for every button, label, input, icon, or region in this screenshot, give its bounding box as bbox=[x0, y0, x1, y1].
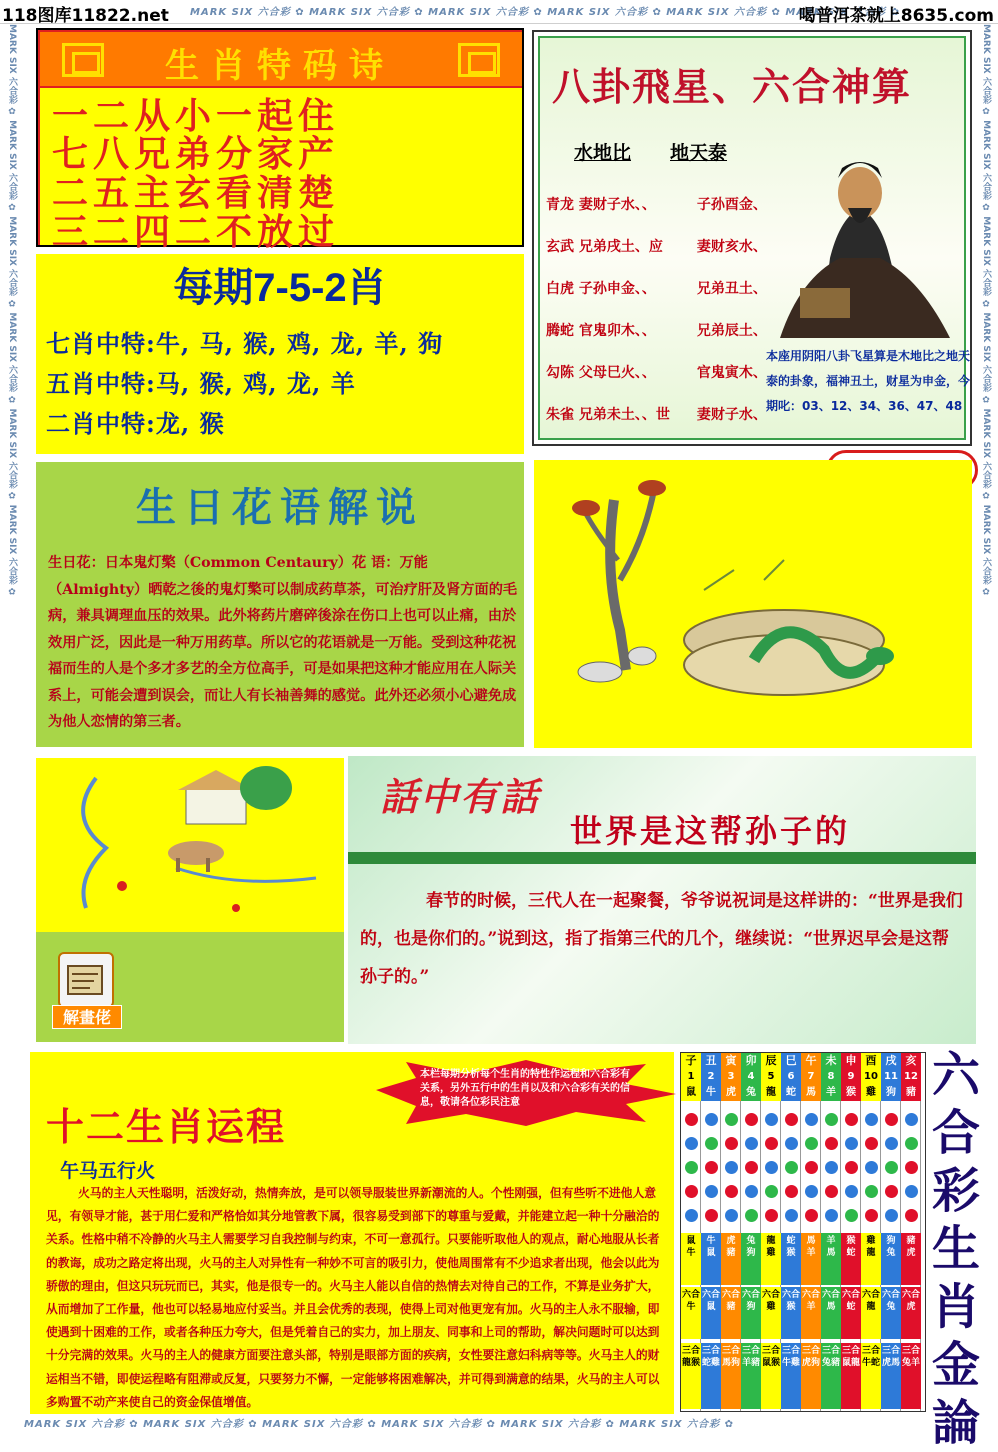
zodiac-pair: 羊 馬 bbox=[821, 1233, 841, 1285]
bagua-row bbox=[546, 362, 767, 382]
bagua-row-left: 兄弟戌土、应 bbox=[578, 239, 663, 255]
zodiac-animal: 鼠 bbox=[681, 1085, 701, 1101]
zodiac-pair: 虎 豬 bbox=[721, 1233, 741, 1285]
scroll-glyph bbox=[60, 954, 112, 1006]
zodiac-ball bbox=[701, 1209, 721, 1225]
bagua-row-left: 妻财子水、、 bbox=[578, 197, 656, 213]
words-divider bbox=[348, 852, 976, 864]
zodiac-ball bbox=[781, 1209, 801, 1225]
bagua-panel bbox=[532, 30, 972, 446]
zodiac-sanhe: 三合龍猴 bbox=[681, 1343, 701, 1409]
zodiac-ball bbox=[881, 1209, 901, 1225]
period-title: 每期7-5-2肖 bbox=[173, 266, 387, 310]
zodiac-liuhe: 六合猴 bbox=[781, 1287, 801, 1339]
vertical-title bbox=[928, 1046, 984, 1452]
zodiac-number: 3 bbox=[721, 1069, 741, 1085]
zodiac-ball bbox=[801, 1209, 821, 1225]
rebus-label: 解畫佬 bbox=[52, 1005, 122, 1029]
zodiac-animal: 蛇 bbox=[781, 1085, 801, 1101]
zodiac-ball bbox=[821, 1209, 841, 1225]
zodiac-ball bbox=[801, 1185, 821, 1201]
zodiac-pair: 雞 龍 bbox=[861, 1233, 881, 1285]
zodiac-column bbox=[681, 1053, 701, 1411]
zodiac-ball bbox=[781, 1113, 801, 1129]
zodiac-liuhe: 六合羊 bbox=[801, 1287, 821, 1339]
zodiac-ball bbox=[721, 1161, 741, 1177]
zodiac-ball bbox=[821, 1113, 841, 1129]
zodiac-animal: 牛 bbox=[701, 1085, 721, 1101]
bagua-row bbox=[546, 278, 767, 298]
zodiac-pair: 狗 兔 bbox=[881, 1233, 901, 1285]
poem-line: 一二从小一起住 bbox=[52, 95, 340, 137]
bagua-row bbox=[546, 194, 767, 214]
right-strip: MARK SIX 六合彩 ✿ MARK SIX 六合彩 ✿ MARK SIX 六合彩 ✿ MARK SIX 六合彩 ✿ MARK SIX 六合彩 ✿ MARK SIX 六合彩 ✿ bbox=[981, 24, 991, 598]
zodiac-ball bbox=[761, 1209, 781, 1225]
bagua-sub-left: 水地比 bbox=[574, 142, 632, 164]
rebus-illustration bbox=[36, 758, 344, 932]
poem-header bbox=[40, 32, 522, 86]
vertical-title-char: 合 bbox=[931, 1105, 980, 1161]
poem-panel bbox=[36, 28, 524, 253]
zodiac-sanhe: 三合羊豬 bbox=[741, 1343, 761, 1409]
frame-icon bbox=[62, 43, 104, 77]
period-line: 七肖中特:牛, 马, 猴, 鸡, 龙, 羊, 狗 bbox=[46, 329, 444, 358]
zodiac-column bbox=[841, 1053, 861, 1411]
zodiac-ball bbox=[901, 1137, 921, 1153]
zodiac-ball bbox=[701, 1161, 721, 1177]
zodiac-branch: 辰 bbox=[761, 1053, 781, 1069]
zodiac-animal: 虎 bbox=[721, 1085, 741, 1101]
zodiac-branch: 未 bbox=[821, 1053, 841, 1069]
bagua-row-right: 兄弟丑土、 bbox=[696, 281, 767, 297]
zodiac-column bbox=[861, 1053, 881, 1411]
zodiac-sanhe: 三合兔羊 bbox=[901, 1343, 921, 1409]
bagua-row bbox=[546, 404, 767, 424]
zodiac-number: 8 bbox=[821, 1069, 841, 1085]
zodiac-ball bbox=[841, 1137, 861, 1153]
fortune-title: 十二生肖运程 bbox=[46, 1104, 287, 1149]
poem-line: 三二四二不放过 bbox=[52, 211, 340, 253]
vertical-title-char: 六 bbox=[931, 1047, 980, 1103]
zodiac-ball bbox=[901, 1209, 921, 1225]
zodiac-ball bbox=[841, 1161, 861, 1177]
zodiac-pair: 馬 羊 bbox=[801, 1233, 821, 1285]
fortune-subtitle: 午马五行火 bbox=[60, 1160, 156, 1182]
zodiac-number: 10 bbox=[861, 1069, 881, 1085]
zodiac-animal: 兔 bbox=[741, 1085, 761, 1101]
zodiac-liuhe: 六合雞 bbox=[761, 1287, 781, 1339]
zodiac-branch: 申 bbox=[841, 1053, 861, 1069]
top-bar bbox=[0, 0, 998, 24]
zodiac-pair: 牛 鼠 bbox=[701, 1233, 721, 1285]
zodiac-sanhe: 三合鼠龍 bbox=[841, 1343, 861, 1409]
zodiac-ball bbox=[861, 1137, 881, 1153]
zodiac-number: 4 bbox=[741, 1069, 761, 1085]
zodiac-table bbox=[680, 1052, 926, 1412]
zodiac-column bbox=[901, 1053, 921, 1411]
zodiac-ball bbox=[861, 1209, 881, 1225]
zodiac-ball bbox=[881, 1137, 901, 1153]
bagua-row-name: 腾蛇 bbox=[546, 323, 574, 339]
site-link-left[interactable]: 118图库11822.net bbox=[2, 6, 169, 26]
zodiac-branch: 戌 bbox=[881, 1053, 901, 1069]
zodiac-ball bbox=[701, 1137, 721, 1153]
zodiac-sanhe: 三合蛇雞 bbox=[701, 1343, 721, 1409]
zodiac-ball bbox=[701, 1185, 721, 1201]
zodiac-ball bbox=[801, 1137, 821, 1153]
field-cow-drawing bbox=[36, 758, 344, 932]
bagua-row-name: 白虎 bbox=[546, 281, 574, 297]
zodiac-pair: 龍 雞 bbox=[761, 1233, 781, 1285]
zodiac-number: 11 bbox=[881, 1069, 901, 1085]
bagua-row-right: 子孙酉金、 bbox=[696, 197, 767, 213]
zodiac-number: 7 bbox=[801, 1069, 821, 1085]
zodiac-animal: 羊 bbox=[821, 1085, 841, 1101]
zodiac-ball bbox=[721, 1185, 741, 1201]
zodiac-liuhe: 六合牛 bbox=[681, 1287, 701, 1339]
zodiac-liuhe: 六合豬 bbox=[721, 1287, 741, 1339]
bagua-row-right: 兄弟辰土、 bbox=[696, 323, 767, 339]
zodiac-animal: 狗 bbox=[881, 1085, 901, 1101]
left-border bbox=[0, 24, 24, 1409]
zodiac-ball bbox=[841, 1185, 861, 1201]
zodiac-ball bbox=[741, 1185, 761, 1201]
poem-line: 七八兄弟分家产 bbox=[52, 133, 340, 175]
zodiac-branch: 酉 bbox=[861, 1053, 881, 1069]
zodiac-number: 6 bbox=[781, 1069, 801, 1085]
period-line: 二肖中特:龙, 猴 bbox=[46, 409, 225, 438]
zodiac-branch: 卯 bbox=[741, 1053, 761, 1069]
flower-panel bbox=[36, 462, 524, 747]
bagua-row-left: 兄弟未土、、世 bbox=[578, 407, 670, 423]
zodiac-number: 9 bbox=[841, 1069, 861, 1085]
zodiac-pair: 猴 蛇 bbox=[841, 1233, 861, 1285]
zodiac-ball bbox=[821, 1137, 841, 1153]
zodiac-ball bbox=[681, 1137, 701, 1153]
scroll-icon bbox=[58, 952, 114, 1008]
zodiac-ball bbox=[681, 1185, 701, 1201]
zodiac-ball bbox=[761, 1137, 781, 1153]
zodiac-number: 1 bbox=[681, 1069, 701, 1085]
flower-text: 生日花：日本鬼灯檠（Common Centaury）花 语：万能（Almighty）晒乾之後的鬼灯檠可以制成药草茶，可治疗肝及肾方面的毛病，兼具调理血压的效果。此外将药片磨碎後涂在伤口上也可以止痛，由於效用广泛，因此是一种万用药草。所以它的花语就是一万能。受到这种花祝福而生的人是个多才多艺的全方位高手，可是如果把这种才能应用在人际关系上，可能会遭到误会，而让人有长袖善舞的感觉。此外还必须小心避免成为他人恋情的第三者。 bbox=[48, 555, 518, 730]
zodiac-sanhe: 三合虎狗 bbox=[801, 1343, 821, 1409]
zodiac-ball bbox=[781, 1185, 801, 1201]
left-strip: MARK SIX 六合彩 ✿ MARK SIX 六合彩 ✿ MARK SIX 六合彩 ✿ MARK SIX 六合彩 ✿ MARK SIX 六合彩 ✿ MARK SIX 六合彩 ✿ bbox=[7, 24, 17, 598]
zodiac-ball bbox=[721, 1209, 741, 1225]
zodiac-sanhe: 三合虎馬 bbox=[881, 1343, 901, 1409]
site-link-right[interactable]: 喝普洱茶就上8635.com bbox=[798, 6, 994, 26]
zodiac-pair: 兔 狗 bbox=[741, 1233, 761, 1285]
bagua-row-name: 青龙 bbox=[546, 197, 574, 213]
zodiac-liuhe: 六合蛇 bbox=[841, 1287, 861, 1339]
vertical-title-char: 肖 bbox=[931, 1279, 980, 1335]
zodiac-branch: 亥 bbox=[901, 1053, 921, 1069]
zodiac-ball bbox=[841, 1209, 861, 1225]
zodiac-ball bbox=[901, 1161, 921, 1177]
zodiac-sanhe: 三合鼠猴 bbox=[761, 1343, 781, 1409]
words-logo: 話中有話 bbox=[380, 774, 541, 819]
zodiac-sanhe: 三合牛雞 bbox=[781, 1343, 801, 1409]
bagua-row-name: 玄武 bbox=[546, 239, 574, 255]
frame-icon bbox=[458, 43, 500, 77]
bagua-row bbox=[546, 236, 767, 256]
zodiac-column bbox=[881, 1053, 901, 1411]
zodiac-ball bbox=[681, 1161, 701, 1177]
bagua-inner bbox=[538, 36, 971, 440]
zodiac-ball bbox=[761, 1113, 781, 1129]
zodiac-liuhe: 六合虎 bbox=[901, 1287, 921, 1339]
bagua-note: 本座用阴阳八卦飞星算是木地比之地天泰的卦象，福神丑土，财星为申金，今期叱：03、12、34、36、47、48 bbox=[766, 349, 971, 413]
zodiac-ball bbox=[781, 1161, 801, 1177]
zodiac-ball bbox=[721, 1113, 741, 1129]
period-panel bbox=[36, 254, 524, 454]
top-strip: MARK SIX 六合彩 ✿ MARK SIX 六合彩 ✿ MARK SIX 六合彩 ✿ MARK SIX 六合彩 ✿ MARK SIX 六合彩 ✿ MARK SIX 六合彩 ✿ bbox=[190, 7, 900, 18]
zodiac-animal: 龍 bbox=[761, 1085, 781, 1101]
zodiac-ball bbox=[901, 1185, 921, 1201]
zodiac-branch: 巳 bbox=[781, 1053, 801, 1069]
tree-snake-drawing bbox=[534, 460, 972, 748]
zodiac-number: 12 bbox=[901, 1069, 921, 1085]
period-line: 五肖中特:马, 猴, 鸡, 龙, 羊 bbox=[46, 369, 356, 398]
zodiac-branch: 午 bbox=[801, 1053, 821, 1069]
poem-body bbox=[40, 88, 522, 253]
bagua-row-left: 父母巳火、、 bbox=[578, 365, 656, 381]
zodiac-ball bbox=[801, 1161, 821, 1177]
bagua-row bbox=[546, 320, 767, 340]
zodiac-number: 5 bbox=[761, 1069, 781, 1085]
vertical-title-char: 彩 bbox=[931, 1163, 980, 1219]
words-title: 世界是这帮孙子的 bbox=[570, 812, 851, 850]
zodiac-ball bbox=[741, 1137, 761, 1153]
zodiac-column bbox=[781, 1053, 801, 1411]
zodiac-column bbox=[761, 1053, 781, 1411]
words-panel bbox=[348, 756, 976, 1044]
zodiac-ball bbox=[821, 1185, 841, 1201]
zodiac-ball bbox=[861, 1161, 881, 1177]
zodiac-sanhe: 三合兔豬 bbox=[821, 1343, 841, 1409]
bagua-sub-right: 地天泰 bbox=[670, 142, 728, 164]
bagua-row-name: 勾陈 bbox=[546, 365, 574, 381]
zodiac-sanhe: 三合馬狗 bbox=[721, 1343, 741, 1409]
zodiac-ball bbox=[801, 1113, 821, 1129]
zodiac-ball bbox=[841, 1113, 861, 1129]
zodiac-ball bbox=[741, 1113, 761, 1129]
zodiac-liuhe: 六合龍 bbox=[861, 1287, 881, 1339]
zodiac-animal: 豬 bbox=[901, 1085, 921, 1101]
zodiac-branch: 丑 bbox=[701, 1053, 721, 1069]
zodiac-ball bbox=[861, 1185, 881, 1201]
bagua-row-right: 妻财子水、 bbox=[696, 407, 767, 423]
zodiac-liuhe: 六合兔 bbox=[881, 1287, 901, 1339]
bagua-row-right: 官鬼寅木、 bbox=[696, 365, 767, 381]
zodiac-ball bbox=[821, 1161, 841, 1177]
zodiac-animal: 猴 bbox=[841, 1085, 861, 1101]
vertical-title-char: 金 bbox=[931, 1337, 980, 1393]
zodiac-branch: 子 bbox=[681, 1053, 701, 1069]
zodiac-branch: 寅 bbox=[721, 1053, 741, 1069]
zodiac-ball bbox=[741, 1209, 761, 1225]
bagua-title: 八卦飛星、六合神算 bbox=[552, 64, 913, 109]
zodiac-animal: 雞 bbox=[861, 1085, 881, 1101]
zodiac-ball bbox=[781, 1137, 801, 1153]
bagua-row-name: 朱雀 bbox=[546, 407, 574, 423]
words-text: 春节的时候，三代人在一起聚餐，爷爷说祝词是这样讲的：“世界是我们的，也是你们的。”说到这，指了指第三代的几个，继续说：“世界迟早会是这帮孙子的。” bbox=[360, 891, 963, 987]
burst-text: 本栏每期分析每个生肖的特性作运程和六合彩有关系，另外五行中的生肖以及和六合彩有关的信息，敬请各位彩民注意 bbox=[420, 1069, 630, 1108]
zodiac-pair: 蛇 猴 bbox=[781, 1233, 801, 1285]
snake-illustration bbox=[534, 460, 972, 748]
zodiac-animal: 馬 bbox=[801, 1085, 821, 1101]
zodiac-ball bbox=[881, 1113, 901, 1129]
zodiac-ball bbox=[881, 1161, 901, 1177]
bagua-row-right: 妻财亥水、 bbox=[696, 239, 767, 255]
zodiac-column bbox=[701, 1053, 721, 1411]
sage-illustration bbox=[760, 138, 960, 338]
zodiac-ball bbox=[681, 1113, 701, 1129]
bagua-row-left: 子孙申金、、 bbox=[578, 281, 656, 297]
vertical-title-char: 論 bbox=[931, 1395, 980, 1451]
zodiac-ball bbox=[741, 1161, 761, 1177]
flower-title: 生日花语解说 bbox=[136, 484, 424, 531]
bagua-row-left: 官鬼卯木、、 bbox=[578, 323, 656, 339]
zodiac-ball bbox=[901, 1113, 921, 1129]
zodiac-ball bbox=[761, 1185, 781, 1201]
zodiac-sanhe: 三合牛蛇 bbox=[861, 1343, 881, 1409]
zodiac-column bbox=[821, 1053, 841, 1411]
zodiac-ball bbox=[721, 1137, 741, 1153]
zodiac-ball bbox=[761, 1161, 781, 1177]
zodiac-pair: 豬 虎 bbox=[901, 1233, 921, 1285]
vertical-title-char: 生 bbox=[931, 1221, 980, 1277]
zodiac-ball bbox=[701, 1113, 721, 1129]
bottom-bar: MARK SIX 六合彩 ✿ MARK SIX 六合彩 ✿ MARK SIX 六合彩 ✿ MARK SIX 六合彩 ✿ MARK SIX 六合彩 ✿ MARK SIX 六合彩 ✿ bbox=[24, 1419, 734, 1430]
zodiac-ball bbox=[681, 1209, 701, 1225]
zodiac-pair: 鼠 牛 bbox=[681, 1233, 701, 1285]
zodiac-column bbox=[741, 1053, 761, 1411]
zodiac-liuhe: 六合鼠 bbox=[701, 1287, 721, 1339]
zodiac-liuhe: 六合狗 bbox=[741, 1287, 761, 1339]
zodiac-ball bbox=[881, 1185, 901, 1201]
zodiac-column bbox=[801, 1053, 821, 1411]
zodiac-liuhe: 六合馬 bbox=[821, 1287, 841, 1339]
zodiac-column bbox=[721, 1053, 741, 1411]
zodiac-ball bbox=[861, 1113, 881, 1129]
poem-title: 生肖特码诗 bbox=[165, 46, 395, 86]
fortune-text: 火马的主人天性聪明，活泼好动，热情奔放，是可以领导服装世界新潮流的人。个性刚强，但有些听不进他人意见，有领导才能，甚于用仁爱和严格恰如其分地管教下属，很容易受到部下的尊重与爱戴，并能建立起一种十分融洽的关系。性格中稍不冷静的火马主人需要学习自我控制与约束，不可一意孤行。只要能听取他人的观点，耐心地服从长者的教诲，成功之路定将出现，火马的主人对异性有一种妙不可言的吸引力，使他周围常有不少追求者出现，他会以此为骄傲的理由，但这只玩玩而已，其实，他是很专一的。火马主人能以自信的热情去对待自己的工作，不算是业务扩大，从而增加了工作量，他也可以轻易地应付妥当。并且会优秀的表现，使得上司对他更宠有加。火马的主人永不服输，即使遇到十困难的工作，或者各种压力夸大，但是凭着自己的实力，加上朋友、同事和上司的帮助，解决问题时可以达到十分完满的效果。火马的主人的健康方面要注意头部，特别是眼部方面的疾病，女性要注意妇科病等等。火马主人的财运相当不错，即使运程略有阻滞或反复，只要努力不懈，一定能够将困难解决，并可得到满意的结果，火马的主人可以多购置不动产来使自己的资金保值增值。 bbox=[46, 1186, 660, 1409]
poem-line: 二五主玄看清楚 bbox=[52, 172, 340, 214]
zodiac-number: 2 bbox=[701, 1069, 721, 1085]
